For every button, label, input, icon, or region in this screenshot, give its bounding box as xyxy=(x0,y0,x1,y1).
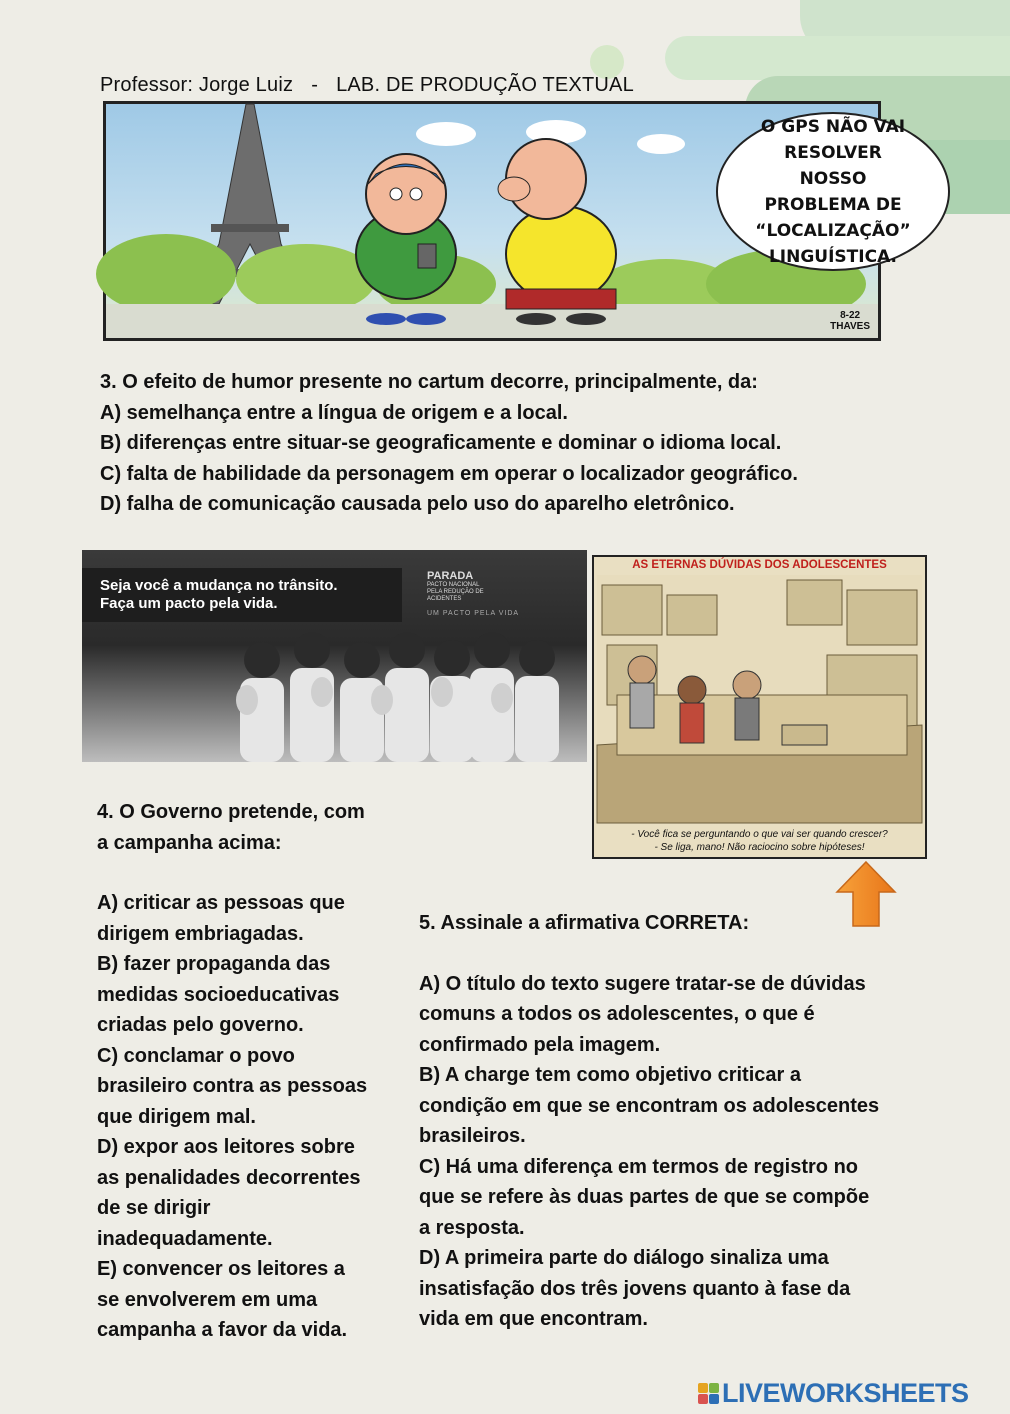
campaign-line-1: Seja você a mudança no trânsito. xyxy=(100,577,338,594)
decor-band xyxy=(665,36,1010,80)
option-e[interactable]: E) convencer os leitores a xyxy=(97,1258,345,1280)
question-prompt: 5. Assinale a afirmativa CORRETA: xyxy=(419,912,750,934)
logo-mark-icon xyxy=(698,1383,719,1404)
comic-author: THAVES xyxy=(830,321,870,332)
option-a[interactable]: A) semelhança entre a língua de origem e a local. xyxy=(100,401,568,424)
option-a[interactable]: A) O título do texto sugere tratar-se de dúvidas xyxy=(419,972,866,995)
option-c[interactable]: C) falta de habilidade da personagem em operar o localizador geográfico. xyxy=(100,462,798,485)
question-prompt: 4. O Governo pretende, com xyxy=(97,801,365,823)
option-a[interactable]: confirmado pela imagem. xyxy=(419,1033,661,1056)
option-d[interactable]: insatisfação dos três jovens quanto à fase da xyxy=(419,1277,851,1300)
caption-line-1: - Você fica se perguntando o que vai ser quando crescer? xyxy=(631,829,888,840)
option-a[interactable]: dirigem embriagadas. xyxy=(97,922,304,945)
campaign-logo xyxy=(427,570,487,603)
page-header xyxy=(100,74,634,97)
comic-date: 8-22 xyxy=(840,310,861,321)
speech-line: O GPS NÃO VAI xyxy=(760,116,906,137)
option-e[interactable]: se envolverem em uma xyxy=(97,1288,318,1311)
option-c[interactable]: C) conclamar o povo xyxy=(97,1044,295,1067)
speech-line: PROBLEMA DE xyxy=(764,194,902,215)
option-b[interactable]: brasileiros. xyxy=(419,1125,526,1147)
speech-line: LINGUÍSTICA. xyxy=(768,246,898,267)
option-d[interactable]: D) A primeira parte do diálogo sinaliza uma xyxy=(419,1247,829,1269)
question-prompt: 3. O efeito de humor presente no cartum decorre, principalmente, da: xyxy=(100,371,758,393)
option-d[interactable]: D) expor aos leitores sobre xyxy=(97,1136,355,1158)
header-separator: - xyxy=(311,74,319,96)
option-c[interactable]: que dirigem mal. xyxy=(97,1105,256,1128)
option-c[interactable]: a resposta. xyxy=(419,1216,525,1239)
option-a[interactable]: comuns a todos os adolescentes, o que é xyxy=(419,1003,815,1025)
option-a[interactable]: A) criticar as pessoas que xyxy=(97,892,345,914)
option-d[interactable]: vida em que encontram. xyxy=(419,1308,648,1330)
adolescents-cartoon xyxy=(592,555,927,859)
gps-cartoon xyxy=(103,101,911,341)
option-d[interactable]: as penalidades decorrentes xyxy=(97,1166,361,1189)
option-e[interactable]: campanha a favor da vida. xyxy=(97,1319,348,1341)
question-5 xyxy=(419,908,879,1335)
teacher-name: Professor: Jorge Luiz xyxy=(100,74,294,96)
option-c[interactable]: brasileiro contra as pessoas xyxy=(97,1075,368,1097)
option-d[interactable]: D) falha de comunicação causada pelo uso do aparelho eletrônico. xyxy=(100,493,735,515)
option-c[interactable]: C) Há uma diferença em termos de registro no xyxy=(419,1155,859,1178)
favela-illustration xyxy=(597,575,922,823)
cartoon-title: AS ETERNAS DÚVIDAS DOS ADOLESCENTES xyxy=(632,559,887,571)
liveworksheets-logo[interactable] xyxy=(698,1378,969,1409)
campaign-line-2: Faça um pacto pela vida. xyxy=(100,595,278,612)
question-3 xyxy=(100,367,798,520)
option-b[interactable]: condição em que se encontram os adolescentes xyxy=(419,1094,880,1117)
option-b[interactable]: criadas pelo governo. xyxy=(97,1014,304,1036)
comic-signature xyxy=(830,310,870,332)
campaign-logo-title: PARADA xyxy=(427,570,474,582)
option-d[interactable]: de se dirigir xyxy=(97,1197,211,1219)
option-b[interactable]: B) diferenças entre situar-se geograficamente e dominar o idioma local. xyxy=(100,432,782,454)
question-4 xyxy=(97,797,367,1346)
option-c[interactable]: que se refere às duas partes de que se compõe xyxy=(419,1186,870,1208)
option-d[interactable]: inadequadamente. xyxy=(97,1227,273,1250)
option-b[interactable]: B) fazer propaganda das xyxy=(97,953,331,975)
campaign-logo-subtitle: PACTO NACIONAL PELA REDUÇÃO DE ACIDENTES xyxy=(427,582,484,602)
speech-line: RESOLVER NOSSO xyxy=(784,142,882,189)
speech-bubble xyxy=(716,112,950,271)
caption-line-2: - Se liga, mano! Não raciocino sobre hipóteses! xyxy=(654,842,865,853)
option-b[interactable]: medidas socioeducativas xyxy=(97,983,340,1006)
speech-line: “LOCALIZAÇÃO” xyxy=(755,220,911,241)
brand-name: LIVEWORKSHEETS xyxy=(722,1378,969,1408)
cartoon-caption xyxy=(594,828,925,854)
option-b[interactable]: B) A charge tem como objetivo criticar a xyxy=(419,1064,801,1086)
campaign-banner xyxy=(82,568,402,622)
campaign-image xyxy=(82,550,587,762)
question-prompt: a campanha acima: xyxy=(97,831,282,854)
course-name: LAB. DE PRODUÇÃO TEXTUAL xyxy=(336,74,634,96)
campaign-tagline: UM PACTO PELA VIDA xyxy=(427,610,520,617)
